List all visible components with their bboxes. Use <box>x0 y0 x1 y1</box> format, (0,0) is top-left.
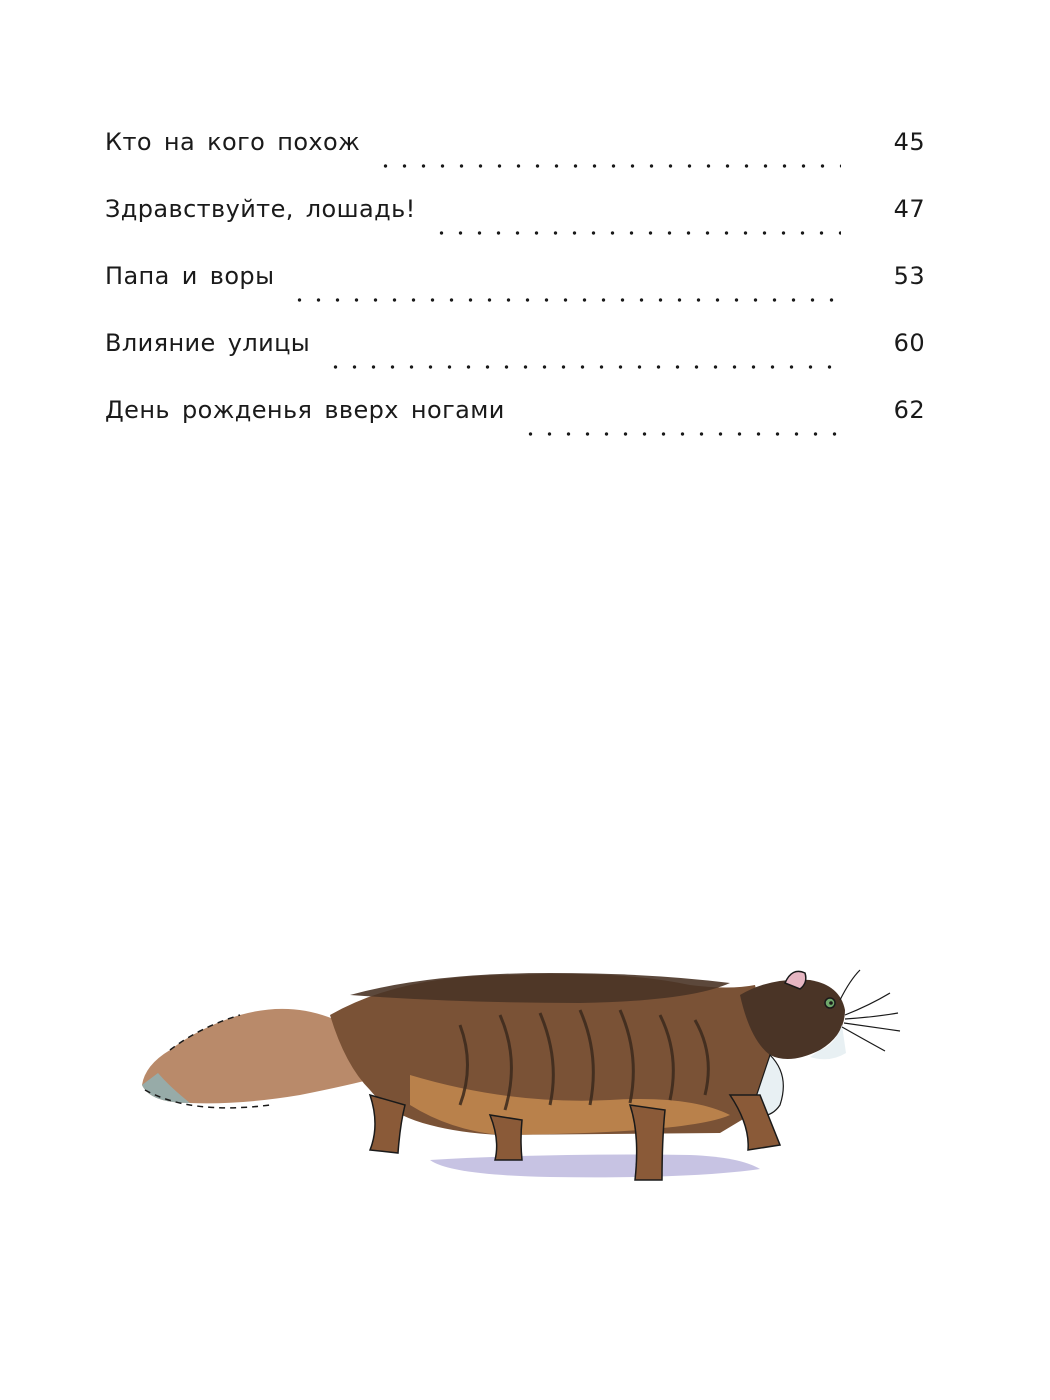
toc-entry[interactable] <box>105 329 925 396</box>
toc-entry[interactable] <box>105 128 925 195</box>
toc-entry-page: 53 <box>893 262 925 290</box>
toc-entry-title: Здравствуйте, лошадь! <box>105 195 416 223</box>
cat-whiskers <box>840 970 900 1051</box>
toc-entry-title: Влияние улицы <box>105 329 311 357</box>
toc-entry-title: Папа и воры <box>105 262 275 290</box>
toc-entry[interactable] <box>105 195 925 262</box>
table-of-contents <box>105 128 925 463</box>
toc-entry-title: День рожденья вверх ногами <box>105 396 505 424</box>
toc-entry-title: Кто на кого похож <box>105 128 361 156</box>
dot-leader <box>376 164 841 168</box>
cat-shadow <box>430 1155 760 1178</box>
toc-entry-page: 45 <box>893 128 925 156</box>
dot-leader <box>432 231 841 235</box>
toc-entry-page: 60 <box>893 329 925 357</box>
toc-entry[interactable] <box>105 262 925 329</box>
toc-entry-page: 62 <box>893 396 925 424</box>
toc-entry[interactable] <box>105 396 925 463</box>
dot-leader <box>521 432 841 436</box>
cat-illustration <box>130 955 920 1205</box>
toc-entry-page: 47 <box>893 195 925 223</box>
dot-leader <box>326 365 841 369</box>
dot-leader <box>290 298 841 302</box>
